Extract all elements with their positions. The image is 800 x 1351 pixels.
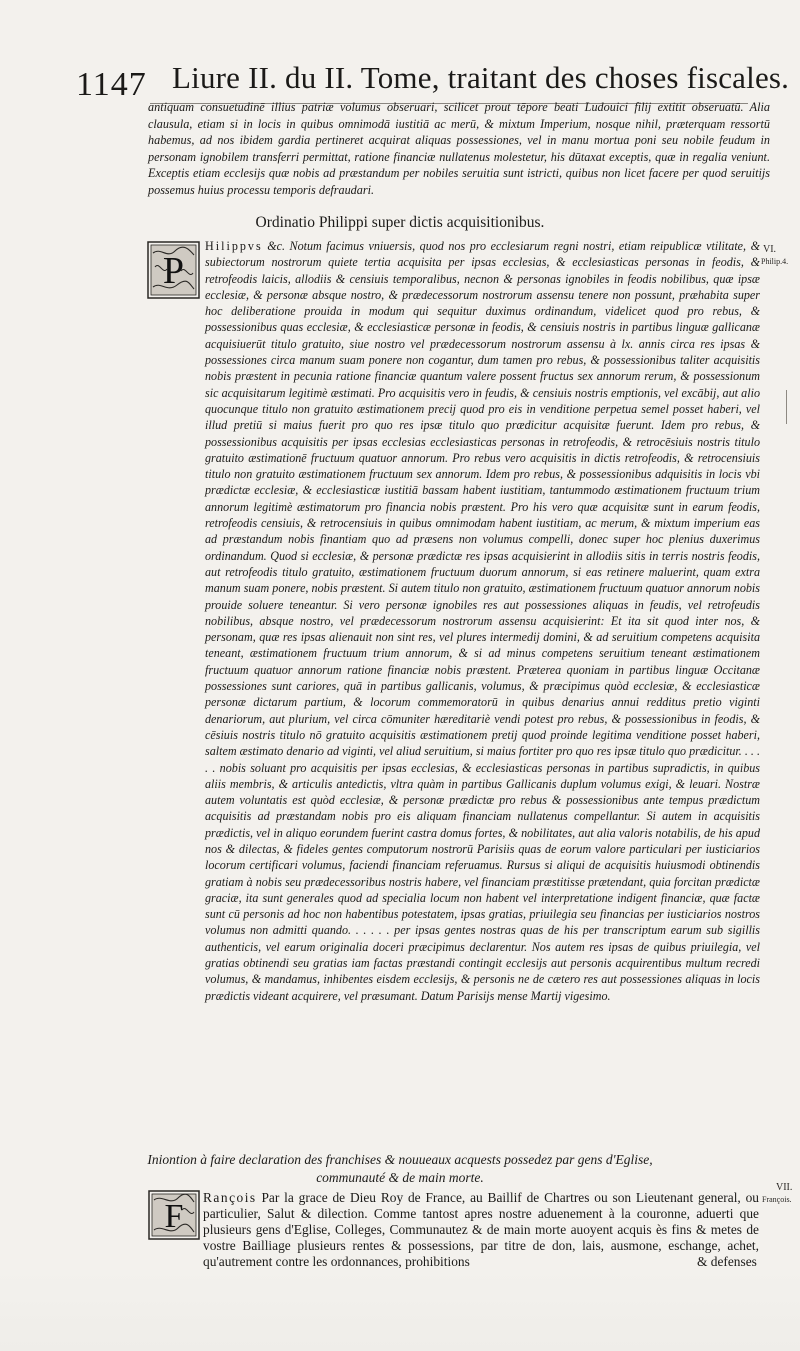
margin-mark xyxy=(786,390,787,424)
injunction-title-line1: Iniontion à faire declaration des franchises & nouueaux acquests possedez par gens d'Eglise, xyxy=(147,1152,653,1167)
prelude-paragraph: antiquam consuetudinē illius patriæ volumus obseruari, scilicet prout tēpore beati Ludouici filij extitit obseruatū. Alia clausula, etiam si in locis in quibus omnimodā iustitiā ac merū, & mixtum Imperium, nosque nihil, præterquam ressortū habemus, ad nos ibidem gardia pertineret acquirat aliquas possessiones, vel in manu mortua poni seu nobile feudum in personam ignobilem transferri permittat, ratione financiæ nullatenus molestetur, his dūtaxat exceptis, quæ in regalia veniunt. Exceptis etiam ecclesijs quæ nobis ad præstandum per nobiles seruitia sunt istricti, quibus non licet facere per quod seruitijs possemus huius processu temporis defraudari. xyxy=(148,100,770,197)
decorated-initial-p xyxy=(147,241,200,299)
ordinatio-text: &c. Notum facimus vniuersis, quod nos pro ecclesiarum regni nostri, etiam reipublicæ vtilitate, & subiectorum nostrorum quiete tertia acquisita per ipsas ecclesias, & ecclesiasticas personas in feodis, & retrofeodis laicis, allodiis & censiuis temporalibus, necnon & personas ignobiles in feodis nobilibus, quæ ipsæ ecclesiæ, & personæ absque nostro, & prædecessorum nostrorum assensu tenere non possunt, præhabita super hoc deliberatione prouida in modum qui sequitur duximus ordinandum, videlicet quod pro rebus, & possessionibus quas ecclesiæ, & ecclesiasticæ personæ in feodis, & censiuis nostris in partibus linguæ gallicanæ acquisiuerūt titulo gratuito, siue nostro vel prædecessorum nostrorum assensu à lx. annis circa res ipsas & possessiones circa manum suam ponere non cogantur, dum tamen pro rebus, & possessionibus taliter acquisitis nobis præstent in pecunia ratione financiæ quantum valere possent fructus sex annorum rerum, & possessionum sic acquisitarum legitimè æstimati. Pro acquisitis vero in feudis, & censiuis nostris emptionis, vel excābij, aut alio quocunque titulo non gratuito æstimationem precij quod pro eis in venditione perpetua semel posset haberi, vel illud pretiū si maius fuerit pro quo res ipsæ titulo quo prædicitur acquisitæ fuerunt. Idem pro rebus, & possessionibus acquisitis per ipsas ecclesias ecclesiasticas personas in retrofeodis, & retrocēsiuis nostris titulo gratuito æstimationē fructuum quatuor annorum. Pro rebus vero acquisitis in dictis retrofeodis, & retrocensiuis titulo non gratuito æstimationem fructuum sex annorum. Idem pro rebus, & possessionibus adquisitis in locis vbi prædictæ ecclesiæ, & ecclesiasticæ iustitiā bassam habent iustitiam, tantummodo æstimationem fructuum trium annorum legitimè æstimatorum pro financia nobis præstent. Pro his vero quæ acquisitæ sunt in earum feodis, retrofeodis censiuis, & retrocensiuis in quibus omnimodam habent iustitiam, ac merum, & mixtum imperium eas ad præstandum nobis finantiam quo ad præsens non volumus compelli, donec super hoc plenius duxerimus ordinandum. Quod si ecclesiæ, & personæ prædictæ res ipsas acquisierint in allodiis sitis in terris nostris feodis, aut retrofeodis titulo gratuito, æstimationem fructuum duorum annorum, si eas retinere maluerint, quam extra manum suam ponere, nobis præstent. Si autem titulo non gratuito, æstimationem fructuum quatuor annorum nobis prouide soluere teneantur. Si vero personæ ignobiles res aut possessiones aliquas in feudis, vel retrofeudis nobilibus, absque nostro, vel prædecessorum nostrorum assensu acquisierint: Et ita sit quod inter nos, & personam, quæ res ipsas alienauit non sint res, vel plures intermedij domini, & ad seruitium competens acquisita teneant, æstimationem fructuum trium annorum, & si ad minus competens seruitium teneant æstimationem fructuum quatuor annorum ratione financiæ nobis præstent. Præterea quoniam in partibus linguæ Occitanæ possessiones sunt cariores, quā in partibus gallicanis, volumus, & præcipimus quòd ecclesiæ, & ecclesiasticæ personæ dictarum partium, & locorum commemoratorū in quibus denarius annui redditus pretio viginti denariorum, aut plurium, vel circa cōmuniter hæreditariè vendi potest pro rebus, & possessionibus in feodis, & cēsiuis nostris titulo nō gratuito acquisitis æstimationem pretij quod proinde legitima venditione posset haberi, saltem æstimato denario ad viginti, vel aliud seruitium, si maius fortiter pro quo res ipsæ titulo quo prædicitur. . . . . . nobis soluant pro acquisitis per ipsas ecclesias, & ecclesiasticas personas in partibus supradictis, in quibus aliis membris, & articulis antedictis, vltra quàm in partibus Gallicanis duplum volumus exigi, & leuari. Nostræ autem voluntatis est quòd ecclesiæ, & personæ prædictæ pro rebus & possessionibus ante tempus prædictum acquisitis ad præstandam nobis pro eis aliquam financiam nullatenus compellantur. Si autem in acquisitis prædictis, vel in aliquo eorundem fuerint castra domus fortes, & nobilitates, aut alia valoris notabilis, de his apud nos & dilectas, & fideles gentes computorum nostrorū Parisiis quas de eorum valore particulari per iusticiarios locorum certificari volumus, faciendi financiam referuamus. Rursus si aliqui de acquisitis huiusmodi obtinendis gratiam à nobis seu prædecessoribus nostris habere, vel financiam præstitisse prætendant, quia forcitan prædictæ graciæ, ita sunt generales quod ad specialia locum non habent vel interpretatione indigent financiæ, quæ factæ sunt cū personis ad hoc non habentibus potestatem, ipsas gratias, priuilegia seu financias per iusticiarios nostros volumus non admitti quando. . . . . . per ipsas gentes nostras quas de his per transcriptum earum sub sigillis authenticis, vel earum originalia doceri præcipimus declarentur. Nos autem res ipsas de quibus priuilegia, vel gratias obtinendi seu gratias iam factas præstandi contingit ecclesijs aut personis acquirentibus multum recredi volumus, & mandamus, inhibentes eisdem ecclesijs, & personis ne de cætero res aut possessiones aliquas in locis prædictis videant acquirere, vel præsumant. Datum Parisijs mense Martij vigesimo. xyxy=(205,239,760,1003)
page-number: 1147 xyxy=(76,66,147,103)
catchword: & defenses xyxy=(697,1254,757,1269)
side-note-francois: François. xyxy=(762,1195,792,1204)
blank-lower-margin xyxy=(0,1270,800,1351)
injunction-body xyxy=(203,1190,759,1270)
ordinatio-lead-word: Hilippvs xyxy=(205,239,263,253)
side-note-vii: VII. xyxy=(776,1182,793,1193)
injunction-title xyxy=(0,1151,800,1187)
initial-f-letter: F xyxy=(164,1198,184,1235)
initial-p-letter: P xyxy=(162,250,185,292)
running-head: Liure II. du II. Tome, traitant des choses fiscales. xyxy=(172,60,790,95)
injunction-title-line2: communauté & de main morte. xyxy=(316,1170,484,1185)
decorated-initial-f xyxy=(148,1190,200,1240)
injunction-lead-word: Rançois xyxy=(203,1190,257,1205)
side-note-philip: Philip.4. xyxy=(761,257,789,266)
side-note-vi: VI. xyxy=(763,244,777,255)
ordinatio-body xyxy=(205,238,760,1004)
injunction-text: Par la grace de Dieu Roy de France, au Baillif de Chartres ou son Lieutenant general, ou particulier, Salut & dilection. Comme tantost apres nostre aduenement à la couronne, aduerti que plusieurs gens d'Eglise, Colleges, Communautez & de main morte auoyent acquis ès fins & metes de vostre Bailliage plusieurs rentes & possessions, par titre de don, lais, ausmone, eschange, achet, qu'autrement contre les ordonnances, prohibitions xyxy=(203,1190,759,1269)
ordinatio-title: Ordinatio Philippi super dictis acquisitionibus. xyxy=(255,214,545,231)
